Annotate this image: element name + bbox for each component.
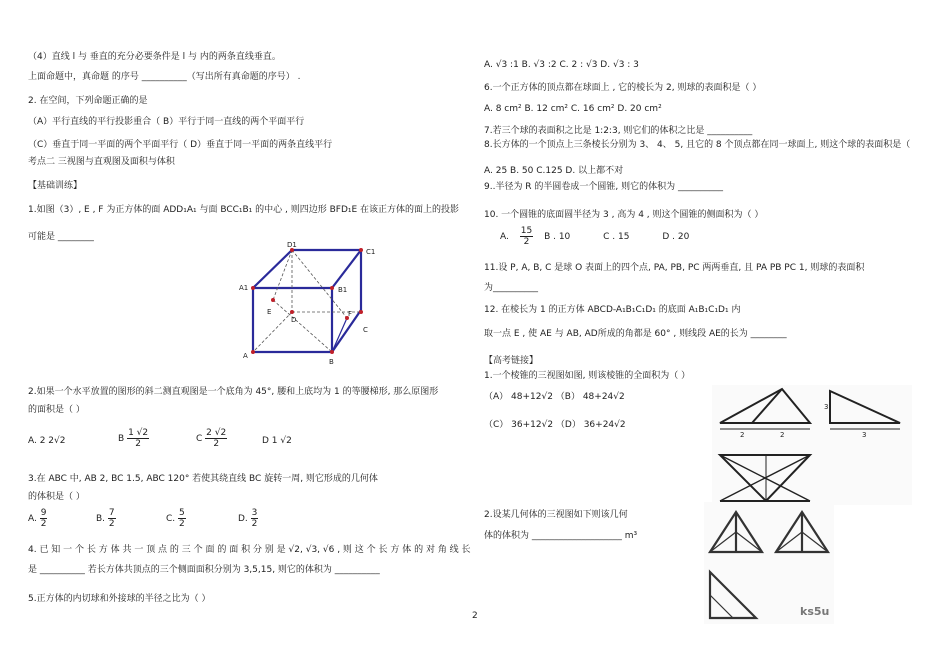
gaokao-2-answer: 体的体积为 ____________________ m³: [484, 531, 638, 541]
cube-dashed-edges: [253, 250, 361, 352]
question-3-option-c: C. $\frac{5}{2}$: [166, 508, 185, 529]
three-view-figure-2: [704, 502, 834, 624]
gaokao-1-options-cd: （C） 36+12√2 （D） 36+24√2: [484, 420, 626, 430]
question-10-stem: 10. 一个圆锥的底面圆半径为 3 , 高为 4 , 则这个圆锥的侧面积为（ ）: [484, 210, 764, 220]
cube-figure: [235, 240, 385, 370]
question-3-option-a: A. $\frac{9}{2}$: [28, 508, 47, 529]
gaokao-heading: 【高考链接】: [484, 356, 539, 366]
question-2-stem: 2. 在空间，下列命题正确的是: [28, 96, 148, 106]
basic-training-heading: 【基础训练】: [28, 181, 83, 191]
question-2-oblique-option-a: A. 2 2√2: [28, 436, 66, 446]
question-3-option-d: D. $\frac{3}{2}$: [238, 508, 258, 529]
section-heading: 考点二 三视图与直观图及面积与体积: [28, 157, 175, 167]
question-4-answer: 是 __________ 若长方体共顶点的三个侧面面积分别为 3,5,15, 则它的体积为 __________: [28, 565, 380, 575]
gaokao-2-stem: 2.设某几何体的三视图如下则该几何: [484, 510, 628, 520]
question-2-oblique-stem: 2.如果一个水平放置的图形的斜二测直观图是一个底角为 45°, 腰和上底均为 1 的等腰梯形, 那么原图形: [28, 387, 439, 397]
line-cond-4: （4）直线 l 与 垂直的充分必要条件是 l 与 内的两条直线垂直。: [28, 52, 281, 62]
question-2-oblique-option-c: C $\frac{2 √2}{2}$: [196, 428, 227, 449]
label-f: F: [348, 310, 353, 318]
question-2-options-ab: （A）平行直线的平行投影重合（ B）平行于同一直线的两个平面平行: [28, 117, 305, 127]
label-e: E: [267, 308, 272, 316]
question-9-stem: 9..半径为 R 的半圆卷成一个圆锥, 则它的体积为 __________: [484, 182, 724, 192]
watermark-ks5u: ks5u: [800, 605, 830, 618]
question-11-stem: 11.设 P, A, B, C 是球 O 表面上的四个点, PA, PB, PC 两两垂直, 且 PA PB PC 1, 则球的表面积: [484, 263, 865, 273]
question-6-options: A. 8 cm² B. 12 cm² C. 16 cm² D. 20 cm²: [484, 104, 662, 114]
label-a: A: [243, 352, 248, 360]
question-2-oblique-option-b: B $\frac{1 √2}{2}$: [118, 428, 149, 449]
question-5-stem: 5.正方体的内切球和外接球的半径之比为（ ）: [28, 594, 211, 604]
fig1-dim-a: 2: [740, 431, 745, 439]
fig1-dim-c: 3: [862, 431, 867, 439]
label-d: D: [291, 316, 297, 324]
question-6-stem: 6.一个正方体的顶点都在球面上 , 它的棱长为 2, 则球的表面积是（ ）: [484, 83, 762, 93]
question-3-answer: 的体积是（ ）: [28, 492, 85, 502]
question-8-stem: 8.长方体的一个顶点上三条棱长分别为 3、 4、 5, 且它的 8 个顶点都在同一球面上, 则这个球的表面积是（: [484, 140, 911, 150]
label-c: C: [363, 326, 368, 334]
line-true-props: 上面命题中，真命题 的序号 __________（写出所有真命题的序号） .: [28, 72, 301, 82]
question-12-answer: 取一点 E , 使 AE 与 AB, AD所成的角都是 60° , 则线段 AE的长为 ________: [484, 329, 787, 339]
question-10-options: A. $\frac{15}{2}$ B . 10 C . 15 D . 20: [500, 226, 690, 247]
three-view-figure-1: [712, 385, 912, 505]
question-4-stem: 4. 已 知 一 个 长 方 体 共 一 顶 点 的 三 个 面 的 面 积 分 别 是 √2, √3, √6 , 则 这 个 长 方 体 的 对 角 线 长: [28, 545, 471, 555]
question-8-options: A. 25 B. 50 C.125 D. 以上都不对: [484, 166, 624, 176]
label-b1: B1: [338, 286, 348, 294]
question-7-stem: 7.若三个球的表面积之比是 1:2:3, 则它们的体积之比是 __________: [484, 126, 753, 136]
question-2-options-cd: （C）垂直于同一平面的两个平面平行（ D）垂直于同一平面的两条直线平行: [28, 140, 333, 150]
fig1-dim-b: 2: [780, 431, 785, 439]
cube-vertex-dots: [251, 248, 363, 354]
gaokao-1-options-ab: （A） 48+12√2 （B） 48+24√2: [484, 392, 625, 402]
question-3-stem: 3.在 ABC 中, AB 2, BC 1.5, ABC 120° 若使其绕直线 BC 旋转一周, 则它形成的几何体: [28, 474, 378, 484]
question-11-answer: 为__________: [484, 283, 539, 293]
fig1-dim-d: 3: [824, 403, 829, 411]
page-number: 2: [472, 611, 478, 621]
cube-solid-edges: [253, 250, 361, 352]
label-d1: D1: [287, 241, 297, 249]
q5-options: A. √3 :1 B. √3 :2 C. 2 : √3 D. √3 : 3: [484, 60, 639, 70]
three-view-drawing-1: [712, 385, 912, 505]
question-2-oblique-option-d: D 1 √2: [262, 436, 292, 446]
label-b: B: [329, 358, 334, 366]
gaokao-1-stem: 1.一个棱锥的三视图如图, 则该棱锥的全面积为（ ）: [484, 371, 691, 381]
question-12-stem: 12. 在棱长为 1 的正方体 ABCD-A₁B₁C₁D₁ 的底面 A₁B₁C₁D₁ 内: [484, 305, 741, 315]
question-3-option-b: B. $\frac{7}{2}$: [96, 508, 115, 529]
label-a1: A1: [239, 284, 249, 292]
label-c1: C1: [366, 248, 376, 256]
question-1-stem: 1.如图（3）, E , F 为正方体的面 ADD₁A₁ 与面 BCC₁B₁ 的中心 , 则四边形 BFD₁E 在该正方体的面上的投影: [28, 205, 460, 215]
question-1-answer-line: 可能是 ________: [28, 232, 94, 242]
question-2-oblique-answer: 的面积是（ ）: [28, 405, 85, 415]
